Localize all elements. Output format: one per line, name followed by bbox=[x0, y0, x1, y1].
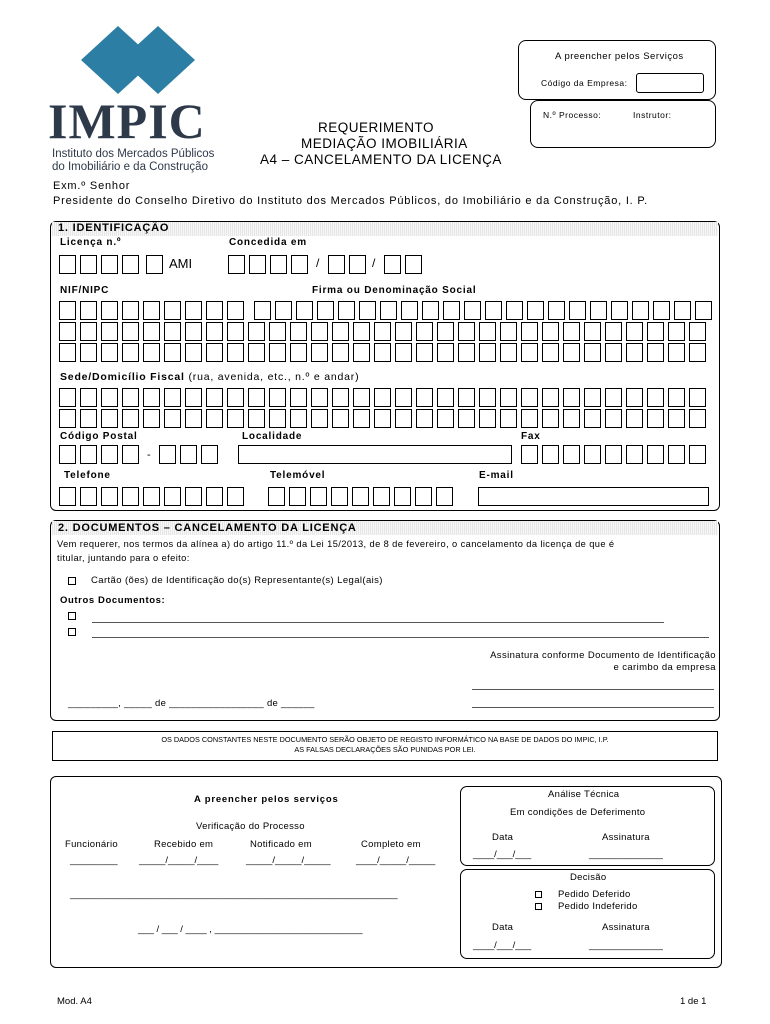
sede-cell[interactable] bbox=[668, 388, 685, 407]
firma-cell[interactable] bbox=[122, 343, 139, 362]
sede-cell[interactable] bbox=[185, 409, 202, 428]
firma-cell[interactable] bbox=[359, 301, 376, 320]
analise-data-label: Data bbox=[492, 832, 514, 843]
nif-digit-cell[interactable] bbox=[59, 301, 76, 320]
firma-cell[interactable] bbox=[122, 322, 139, 341]
sede-cell[interactable] bbox=[479, 409, 496, 428]
firma-cell[interactable] bbox=[332, 343, 349, 362]
firma-cell[interactable] bbox=[380, 301, 397, 320]
sede-cell[interactable] bbox=[248, 388, 265, 407]
outros-line-2[interactable] bbox=[92, 637, 709, 638]
firma-cell[interactable] bbox=[143, 322, 160, 341]
concedida-day-digit[interactable] bbox=[405, 255, 422, 274]
sede-cell[interactable] bbox=[500, 409, 517, 428]
decisao-assinatura-label: Assinatura bbox=[602, 922, 650, 933]
telefone-digit-cell[interactable] bbox=[143, 487, 160, 506]
sede-cell[interactable] bbox=[542, 388, 559, 407]
firma-cell[interactable] bbox=[437, 343, 454, 362]
firma-cell[interactable] bbox=[689, 343, 706, 362]
firma-cell[interactable] bbox=[269, 322, 286, 341]
firma-cell[interactable] bbox=[248, 322, 265, 341]
sede-cell[interactable] bbox=[668, 409, 685, 428]
firma-cell[interactable] bbox=[695, 301, 712, 320]
firma-cell[interactable] bbox=[317, 301, 334, 320]
sede-cell[interactable] bbox=[689, 388, 706, 407]
fax-digit-cell[interactable] bbox=[626, 445, 643, 464]
sede-cell[interactable] bbox=[227, 388, 244, 407]
telefone-digit-cell[interactable] bbox=[206, 487, 223, 506]
sede-cell[interactable] bbox=[311, 388, 328, 407]
firma-cell[interactable] bbox=[653, 301, 670, 320]
telefone-digit-cell[interactable] bbox=[227, 487, 244, 506]
firma-cell[interactable] bbox=[206, 343, 223, 362]
firma-cell[interactable] bbox=[668, 322, 685, 341]
firma-cell[interactable] bbox=[569, 301, 586, 320]
sede-cell[interactable] bbox=[437, 388, 454, 407]
firma-cell[interactable] bbox=[206, 322, 223, 341]
telemovel-digit-cell[interactable] bbox=[436, 487, 453, 506]
firma-cell[interactable] bbox=[80, 343, 97, 362]
firma-cell[interactable] bbox=[164, 322, 181, 341]
sede-cell[interactable] bbox=[542, 409, 559, 428]
firma-cell[interactable] bbox=[584, 343, 601, 362]
sede-cell[interactable] bbox=[353, 388, 370, 407]
firma-cell[interactable] bbox=[527, 301, 544, 320]
sede-cell[interactable] bbox=[584, 388, 601, 407]
signature-line-2[interactable] bbox=[472, 707, 714, 708]
firma-cell[interactable] bbox=[353, 343, 370, 362]
firma-cell[interactable] bbox=[395, 322, 412, 341]
logo-subtitle-1: Instituto dos Mercados Públicos bbox=[52, 148, 215, 160]
fax-digit-cell[interactable] bbox=[542, 445, 559, 464]
firma-cell[interactable] bbox=[689, 322, 706, 341]
firma-cell[interactable] bbox=[311, 343, 328, 362]
licenca-label: Licença n.º bbox=[60, 237, 122, 248]
firma-cell[interactable] bbox=[458, 343, 475, 362]
fax-digit-cell[interactable] bbox=[563, 445, 580, 464]
sede-cell[interactable] bbox=[626, 388, 643, 407]
services-box-title: A preencher pelos Serviços bbox=[555, 51, 684, 62]
telefone-digit-cell[interactable] bbox=[122, 487, 139, 506]
address-president: Presidente do Conselho Diretivo do Instituto dos Mercados Públicos, do Imobiliário e da Construção, I. P. bbox=[53, 195, 648, 207]
telemovel-label: Telemóvel bbox=[270, 470, 326, 481]
telefone-digit-cell[interactable] bbox=[164, 487, 181, 506]
decisao-data-label: Data bbox=[492, 922, 514, 933]
sede-cell[interactable] bbox=[416, 409, 433, 428]
postal-digit-cell[interactable] bbox=[122, 445, 139, 464]
email-label: E-mail bbox=[479, 470, 514, 481]
sede-cell[interactable] bbox=[374, 409, 391, 428]
firma-cell[interactable] bbox=[464, 301, 481, 320]
sede-cell[interactable] bbox=[395, 409, 412, 428]
sede-cell[interactable] bbox=[311, 409, 328, 428]
outros-line-1[interactable] bbox=[92, 622, 664, 623]
nif-digit-cell[interactable] bbox=[122, 301, 139, 320]
firma-cell[interactable] bbox=[401, 301, 418, 320]
concedida-year-digit[interactable] bbox=[270, 255, 287, 274]
sede-cell[interactable] bbox=[584, 409, 601, 428]
sede-cell[interactable] bbox=[647, 388, 664, 407]
sede-cell[interactable] bbox=[437, 409, 454, 428]
firma-cell[interactable] bbox=[542, 322, 559, 341]
firma-cell[interactable] bbox=[290, 343, 307, 362]
postal-suffix-cell[interactable] bbox=[159, 445, 176, 464]
telemovel-digit-cell[interactable] bbox=[415, 487, 432, 506]
title-line-2: MEDIAÇÃO IMOBILIÁRIA bbox=[301, 136, 468, 151]
blank-recebido[interactable]: _____/_____/____ bbox=[139, 855, 219, 866]
postal-digit-cell[interactable] bbox=[59, 445, 76, 464]
fax-digit-cell[interactable] bbox=[521, 445, 538, 464]
sede-cell[interactable] bbox=[269, 388, 286, 407]
ami-label: AMI bbox=[169, 256, 193, 271]
sede-label bbox=[60, 371, 359, 383]
title-line-3: A4 – CANCELAMENTO DA LICENÇA bbox=[260, 152, 502, 167]
nif-digit-cell[interactable] bbox=[227, 301, 244, 320]
firma-cell[interactable] bbox=[227, 322, 244, 341]
sede-cell[interactable] bbox=[122, 388, 139, 407]
licenca-digit[interactable] bbox=[59, 255, 76, 274]
firma-cell[interactable] bbox=[353, 322, 370, 341]
concedida-year-digit[interactable] bbox=[249, 255, 266, 274]
signature-caption-1: Assinatura conforme Documento de Identificação bbox=[490, 650, 716, 661]
telefone-digit-cell[interactable] bbox=[59, 487, 76, 506]
logo-diamonds-icon bbox=[45, 20, 220, 100]
analise-title: Análise Técnica bbox=[548, 789, 620, 800]
sede-cell[interactable] bbox=[227, 409, 244, 428]
sede-cell[interactable] bbox=[374, 388, 391, 407]
sede-cell[interactable] bbox=[458, 409, 475, 428]
firma-cell[interactable] bbox=[506, 301, 523, 320]
firma-cell[interactable] bbox=[611, 301, 628, 320]
firma-cell[interactable] bbox=[647, 322, 664, 341]
empresa-label: Código da Empresa: bbox=[541, 78, 628, 88]
firma-cell[interactable] bbox=[332, 322, 349, 341]
firma-cell[interactable] bbox=[395, 343, 412, 362]
telefone-digit-cell[interactable] bbox=[185, 487, 202, 506]
title-line-1: REQUERIMENTO bbox=[318, 120, 435, 135]
firma-cell[interactable] bbox=[626, 343, 643, 362]
telefone-digit-cell[interactable] bbox=[101, 487, 118, 506]
telefone-label: Telefone bbox=[64, 470, 111, 481]
concedida-year-digit[interactable] bbox=[291, 255, 308, 274]
telefone-digit-cell[interactable] bbox=[80, 487, 97, 506]
firma-cell[interactable] bbox=[632, 301, 649, 320]
firma-cell[interactable] bbox=[374, 343, 391, 362]
nif-digit-cell[interactable] bbox=[80, 301, 97, 320]
address-salutation: Exm.º Senhor bbox=[53, 180, 131, 192]
decisao-title: Decisão bbox=[570, 872, 607, 883]
firma-cell[interactable] bbox=[80, 322, 97, 341]
sede-cell[interactable] bbox=[290, 409, 307, 428]
sede-cell[interactable] bbox=[395, 388, 412, 407]
option-cartao-checkbox[interactable] bbox=[68, 577, 76, 585]
services-box-bottom bbox=[530, 100, 716, 148]
blank-notificado[interactable]: _____/_____/_____ bbox=[246, 855, 331, 866]
sede-cell[interactable] bbox=[479, 388, 496, 407]
processo-label: N.º Processo: bbox=[543, 110, 602, 120]
firma-cell[interactable] bbox=[521, 322, 538, 341]
sede-cell[interactable] bbox=[80, 409, 97, 428]
sede-cell[interactable] bbox=[689, 409, 706, 428]
signature-caption-2: e carimbo da empresa bbox=[613, 662, 716, 673]
sede-cell[interactable] bbox=[143, 409, 160, 428]
sede-cell[interactable] bbox=[626, 409, 643, 428]
nif-digit-cell[interactable] bbox=[185, 301, 202, 320]
firma-cell[interactable] bbox=[605, 322, 622, 341]
licenca-digit[interactable] bbox=[122, 255, 139, 274]
firma-cell[interactable] bbox=[590, 301, 607, 320]
sede-cell[interactable] bbox=[59, 388, 76, 407]
col-notificado: Notificado em bbox=[250, 839, 312, 850]
sede-cell[interactable] bbox=[500, 388, 517, 407]
firma-label: Firma ou Denominação Social bbox=[312, 285, 477, 296]
localidade-label: Localidade bbox=[242, 431, 303, 442]
firma-cell[interactable] bbox=[254, 301, 271, 320]
sede-cell[interactable] bbox=[605, 409, 622, 428]
sede-label-bold: Sede/Domicílio Fiscal bbox=[60, 371, 185, 383]
option-cartao-label: Cartão (ões) de Identificação do(s) Representante(s) Legal(ais) bbox=[91, 575, 383, 586]
firma-cell[interactable] bbox=[542, 343, 559, 362]
analise-assinatura-blank[interactable]: ______________ bbox=[589, 849, 663, 860]
sede-cell[interactable] bbox=[563, 409, 580, 428]
analise-data-blank[interactable]: ____/___/___ bbox=[473, 849, 532, 860]
firma-cell[interactable] bbox=[59, 343, 76, 362]
section-documentos bbox=[50, 520, 720, 721]
firma-cell[interactable] bbox=[374, 322, 391, 341]
licenca-digit[interactable] bbox=[101, 255, 118, 274]
sede-label-rest: (rua, avenida, etc., n.º e andar) bbox=[188, 371, 360, 383]
empresa-code-field[interactable] bbox=[636, 73, 704, 93]
telemovel-digit-cell[interactable] bbox=[289, 487, 306, 506]
firma-cell[interactable] bbox=[416, 343, 433, 362]
footer-page: 1 de 1 bbox=[680, 996, 707, 1007]
firma-cell[interactable] bbox=[290, 322, 307, 341]
outros-label: Outros Documentos: bbox=[60, 595, 166, 606]
sede-cell[interactable] bbox=[164, 409, 181, 428]
firma-cell[interactable] bbox=[185, 343, 202, 362]
analise-assinatura-label: Assinatura bbox=[602, 832, 650, 843]
email-field[interactable] bbox=[478, 487, 709, 506]
nif-label: NIF/NIPC bbox=[60, 285, 110, 296]
place-date-line[interactable]: _________, _____ de _________________ de ______ bbox=[68, 698, 315, 709]
telemovel-digit-cell[interactable] bbox=[331, 487, 348, 506]
concedida-month-digit[interactable] bbox=[349, 255, 366, 274]
legal-notice-line-2: AS FALSAS DECLARAÇÕES SÃO PUNIDAS POR LEI. bbox=[294, 745, 476, 754]
firma-cell[interactable] bbox=[296, 301, 313, 320]
logo-subtitle-2: do Imobiliário e da Construção bbox=[52, 161, 208, 173]
firma-cell[interactable] bbox=[101, 322, 118, 341]
sede-cell[interactable] bbox=[206, 409, 223, 428]
nif-digit-cell[interactable] bbox=[164, 301, 181, 320]
firma-cell[interactable] bbox=[563, 343, 580, 362]
section2-intro-2: titular, juntando para o efeito: bbox=[57, 553, 190, 563]
section1-header: 1. IDENTIFICAÇÃO bbox=[58, 222, 170, 234]
concedida-day-digit[interactable] bbox=[384, 255, 401, 274]
fax-digit-cell[interactable] bbox=[689, 445, 706, 464]
telemovel-digit-cell[interactable] bbox=[352, 487, 369, 506]
localidade-field[interactable] bbox=[238, 445, 512, 464]
firma-cell[interactable] bbox=[674, 301, 691, 320]
sede-cell[interactable] bbox=[80, 388, 97, 407]
sede-cell[interactable] bbox=[185, 388, 202, 407]
deferido-checkbox[interactable] bbox=[535, 891, 542, 898]
firma-cell[interactable] bbox=[647, 343, 664, 362]
col-recebido: Recebido em bbox=[154, 839, 214, 850]
postal-label: Código Postal bbox=[60, 431, 138, 442]
telemovel-digit-cell[interactable] bbox=[268, 487, 285, 506]
fax-digit-cell[interactable] bbox=[584, 445, 601, 464]
firma-cell[interactable] bbox=[443, 301, 460, 320]
sede-cell[interactable] bbox=[458, 388, 475, 407]
deferido-label: Pedido Deferido bbox=[558, 889, 631, 900]
sede-cell[interactable] bbox=[521, 388, 538, 407]
firma-cell[interactable] bbox=[548, 301, 565, 320]
sede-cell[interactable] bbox=[101, 409, 118, 428]
fax-digit-cell[interactable] bbox=[605, 445, 622, 464]
services-section-title: A preencher pelos serviços bbox=[194, 794, 339, 805]
sede-cell[interactable] bbox=[647, 409, 664, 428]
decisao-assinatura-blank[interactable]: ______________ bbox=[589, 940, 663, 951]
sede-cell[interactable] bbox=[353, 409, 370, 428]
footer-model: Mod. A4 bbox=[57, 996, 92, 1007]
col-funcionario: Funcionário bbox=[65, 839, 118, 850]
sede-cell[interactable] bbox=[143, 388, 160, 407]
sede-cell[interactable] bbox=[101, 388, 118, 407]
date-slash: / bbox=[316, 256, 320, 270]
blank-place-date[interactable]: ___ / ___ / ____ , ____________________________ bbox=[138, 924, 363, 935]
indeferido-checkbox[interactable] bbox=[535, 903, 542, 910]
sede-cell[interactable] bbox=[332, 409, 349, 428]
sede-cell[interactable] bbox=[290, 388, 307, 407]
telemovel-digit-cell[interactable] bbox=[373, 487, 390, 506]
blank-completo[interactable]: ____/_____/_____ bbox=[356, 855, 436, 866]
analise-subtitle: Em condições de Deferimento bbox=[510, 807, 646, 818]
blank-funcionario[interactable]: _________ bbox=[70, 855, 118, 866]
date-slash: / bbox=[372, 256, 376, 270]
section2-intro-1: Vem requerer, nos termos da alínea a) do artigo 11.º da Lei 15/2013, de 8 de fevereiro, o cancelamento da licença de que é bbox=[57, 539, 615, 549]
firma-cell[interactable] bbox=[311, 322, 328, 341]
sede-cell[interactable] bbox=[59, 409, 76, 428]
firma-cell[interactable] bbox=[668, 343, 685, 362]
firma-cell[interactable] bbox=[164, 343, 181, 362]
impic-logo bbox=[45, 20, 220, 175]
firma-cell[interactable] bbox=[437, 322, 454, 341]
fax-digit-cell[interactable] bbox=[668, 445, 685, 464]
postal-digit-cell[interactable] bbox=[80, 445, 97, 464]
sede-cell[interactable] bbox=[164, 388, 181, 407]
verificacao-label: Verificação do Processo bbox=[196, 821, 305, 832]
sede-cell[interactable] bbox=[269, 409, 286, 428]
sede-cell[interactable] bbox=[416, 388, 433, 407]
licenca-digit[interactable] bbox=[80, 255, 97, 274]
sede-cell[interactable] bbox=[332, 388, 349, 407]
postal-suffix-cell[interactable] bbox=[180, 445, 197, 464]
firma-cell[interactable] bbox=[416, 322, 433, 341]
postal-digit-cell[interactable] bbox=[101, 445, 118, 464]
concedida-label: Concedida em bbox=[229, 237, 307, 248]
sede-cell[interactable] bbox=[521, 409, 538, 428]
legal-notice-line-1: OS DADOS CONSTANTES NESTE DOCUMENTO SERÃO OBJETO DE REGISTO INFORMÁTICO NA BASE DE DADOS DO IMPIC, I.P. bbox=[161, 735, 609, 744]
firma-cell[interactable] bbox=[248, 343, 265, 362]
sede-cell[interactable] bbox=[122, 409, 139, 428]
col-completo: Completo em bbox=[361, 839, 421, 850]
concedida-year-digit[interactable] bbox=[228, 255, 245, 274]
firma-cell[interactable] bbox=[101, 343, 118, 362]
firma-cell[interactable] bbox=[227, 343, 244, 362]
firma-cell[interactable] bbox=[563, 322, 580, 341]
logo-wordmark: IMPIC bbox=[48, 93, 206, 149]
firma-cell[interactable] bbox=[479, 322, 496, 341]
firma-cell[interactable] bbox=[275, 301, 292, 320]
sede-cell[interactable] bbox=[206, 388, 223, 407]
postal-dash: - bbox=[147, 449, 151, 461]
nif-digit-cell[interactable] bbox=[206, 301, 223, 320]
signature-line-1[interactable] bbox=[472, 689, 714, 690]
nif-digit-cell[interactable] bbox=[101, 301, 118, 320]
firma-cell[interactable] bbox=[458, 322, 475, 341]
outros-checkbox-2[interactable] bbox=[68, 628, 76, 636]
sede-cell[interactable] bbox=[605, 388, 622, 407]
firma-cell[interactable] bbox=[422, 301, 439, 320]
instrutor-label: Instrutor: bbox=[633, 110, 672, 120]
firma-cell[interactable] bbox=[59, 322, 76, 341]
indeferido-label: Pedido Indeferido bbox=[558, 901, 638, 912]
firma-cell[interactable] bbox=[521, 343, 538, 362]
concedida-month-digit[interactable] bbox=[328, 255, 345, 274]
firma-cell[interactable] bbox=[626, 322, 643, 341]
fax-label: Fax bbox=[521, 431, 541, 442]
firma-cell[interactable] bbox=[485, 301, 502, 320]
firma-cell[interactable] bbox=[269, 343, 286, 362]
decisao-data-blank[interactable]: ____/___/___ bbox=[473, 940, 532, 951]
telemovel-digit-cell[interactable] bbox=[310, 487, 327, 506]
section2-header: 2. DOCUMENTOS – CANCELAMENTO DA LICENÇA bbox=[58, 522, 357, 534]
nif-digit-cell[interactable] bbox=[143, 301, 160, 320]
licenca-digit[interactable] bbox=[146, 255, 163, 274]
telemovel-digit-cell[interactable] bbox=[394, 487, 411, 506]
firma-cell[interactable] bbox=[143, 343, 160, 362]
firma-cell[interactable] bbox=[479, 343, 496, 362]
sede-cell[interactable] bbox=[248, 409, 265, 428]
firma-cell[interactable] bbox=[500, 322, 517, 341]
outros-checkbox-1[interactable] bbox=[68, 612, 76, 620]
blank-observacoes[interactable]: ______________________________________________________________ bbox=[70, 889, 398, 900]
firma-cell[interactable] bbox=[605, 343, 622, 362]
sede-cell[interactable] bbox=[563, 388, 580, 407]
firma-cell[interactable] bbox=[338, 301, 355, 320]
fax-digit-cell[interactable] bbox=[647, 445, 664, 464]
firma-cell[interactable] bbox=[500, 343, 517, 362]
firma-cell[interactable] bbox=[584, 322, 601, 341]
firma-cell[interactable] bbox=[185, 322, 202, 341]
postal-suffix-cell[interactable] bbox=[201, 445, 218, 464]
